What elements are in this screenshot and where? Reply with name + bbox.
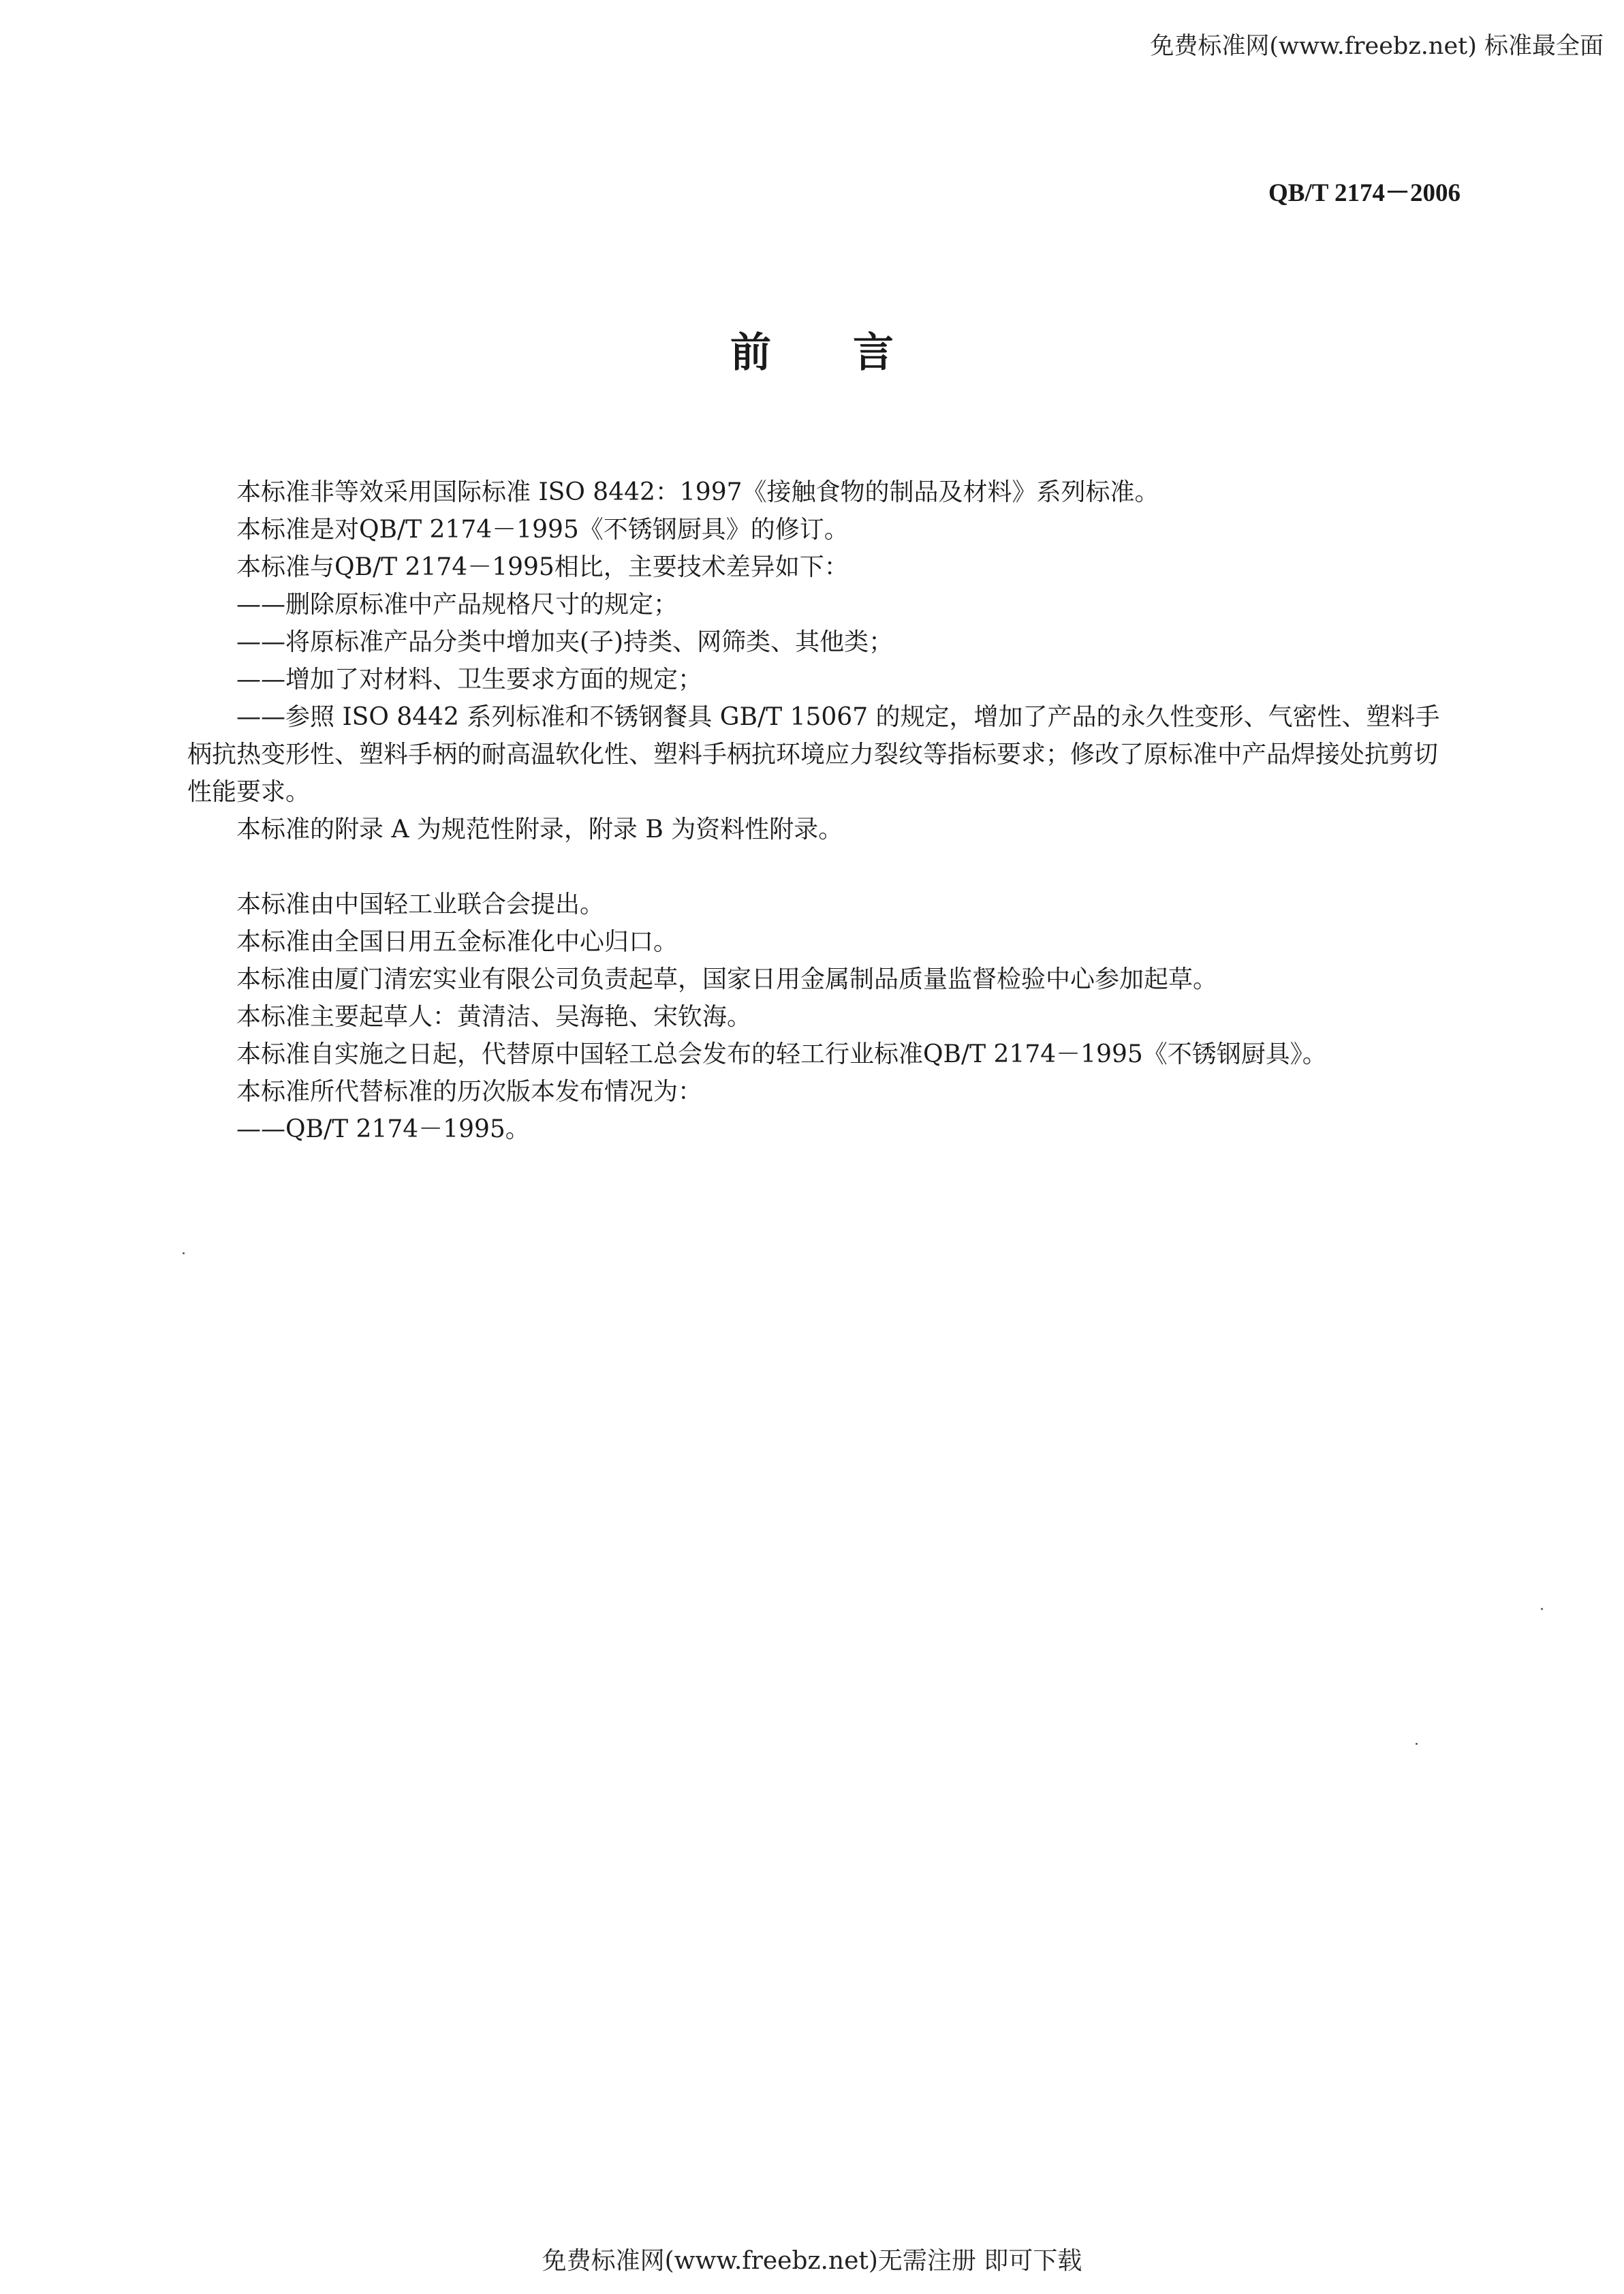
difference-item: ——将原标准产品分类中增加夹(子)持类、网筛类、其他类； — [236, 628, 894, 656]
paragraph-drafted-by: 本标准由厦门清宏实业有限公司负责起草，国家日用金属制品质量监督检验中心参加起草。 — [236, 965, 1218, 993]
foreword-body — [187, 474, 1461, 1148]
paragraph-differences-intro: 本标准与QB/T 2174－1995相比，主要技术差异如下： — [236, 553, 849, 581]
header-watermark: 免费标准网(www.freebz.net) 标准最全面 — [1150, 33, 1604, 60]
section-gap — [187, 848, 1461, 886]
scan-speck — [1416, 1743, 1418, 1745]
paragraph-replacement: 本标准自实施之日起，代替原中国轻工总会发布的轻工行业标准QB/T 2174－1995《不锈钢厨具》。 — [236, 1040, 1327, 1068]
standard-code: QB/T 2174－2006 — [1268, 179, 1461, 207]
paragraph-proposed-by: 本标准由中国轻工业联合会提出。 — [236, 890, 605, 918]
scan-speck — [1541, 1608, 1543, 1610]
paragraph-revision: 本标准是对QB/T 2174－1995《不锈钢厨具》的修订。 — [236, 516, 849, 544]
footer-watermark: 免费标准网(www.freebz.net)无需注册 即可下载 — [542, 2247, 1082, 2275]
page-title: 前言 — [730, 329, 975, 377]
difference-item: ——参照 ISO 8442 系列标准和不锈钢餐具 GB/T 15067 的规定，增加了产品的永久性变形、气密性、塑料手柄抗热变形性、塑料手柄的耐高温软化性、塑料手柄抗环境应力裂纹等指标要求；修改了原标准中产品焊接处抗剪切性能要求。 — [187, 703, 1440, 806]
scan-speck — [183, 1252, 185, 1254]
paragraph-drafters: 本标准主要起草人：黄清洁、吴海艳、宋钦海。 — [236, 1003, 752, 1031]
difference-item: ——增加了对材料、卫生要求方面的规定； — [236, 666, 703, 694]
paragraph-annexes: 本标准的附录 A 为规范性附录，附录 B 为资料性附录。 — [236, 816, 843, 843]
paragraph-history-intro: 本标准所代替标准的历次版本发布情况为： — [236, 1078, 703, 1106]
difference-item: ——删除原标准中产品规格尺寸的规定； — [236, 591, 678, 619]
history-item: ——QB/T 2174－1995。 — [236, 1115, 530, 1143]
paragraph-centralized-by: 本标准由全国日用五金标准化中心归口。 — [236, 928, 678, 956]
paragraph-adoption: 本标准非等效采用国际标准 ISO 8442：1997《接触食物的制品及材料》系列标准。 — [236, 478, 1159, 506]
